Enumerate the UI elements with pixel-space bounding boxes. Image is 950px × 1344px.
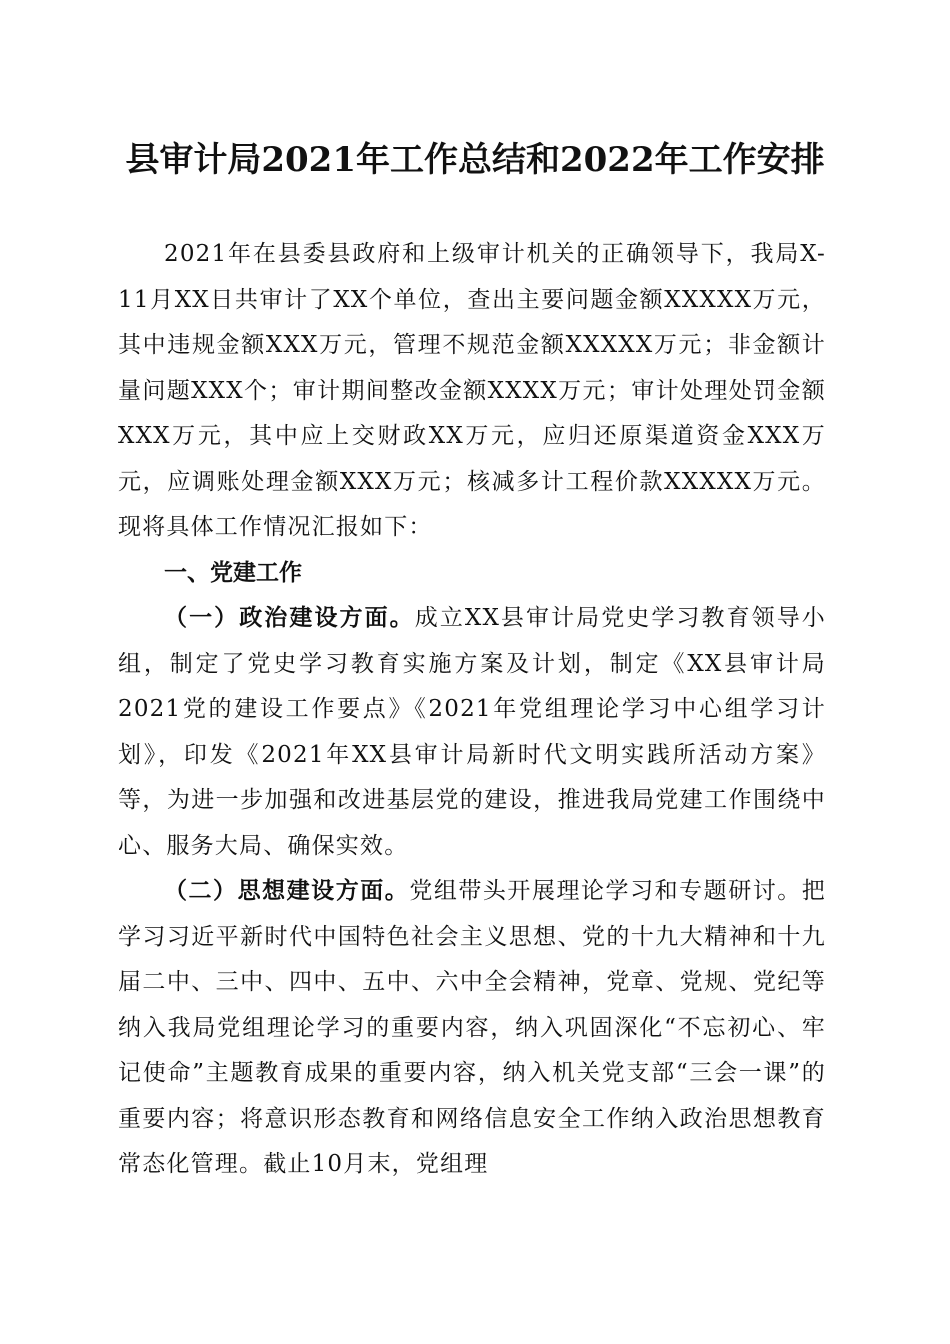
section-heading-party-building: 一、党建工作 — [164, 559, 302, 586]
ideological-construction-text: 党组带头开展理论学习和专题研讨。把学习习近平新时代中国特色社会主义思想、党的十九大精神和十九届二中、三中、四中、五中、六中全会精神，党章、党规、党纪等纳入我局党组理论学习的重要内容，纳入巩固深化“不忘初心、牢记使命”主题教育成果的重要内容，纳入机关党支部“三会一课”的重要内容；将意识形态教育和网络信息安全工作纳入政治思想教育常态化管理。截止10月末，党组理 — [118, 878, 827, 1177]
ideological-construction-paragraph — [118, 869, 826, 1188]
document-body — [118, 232, 826, 1188]
political-construction-lead: （一）政治建设方面。 — [164, 605, 415, 631]
document-title: 县审计局2021年工作总结和2022年工作安排 — [125, 140, 825, 180]
ideological-construction-lead: （二）思想建设方面。 — [164, 878, 410, 904]
intro-paragraph: 2021年在县委县政府和上级审计机关的正确领导下，我局X-11月XX日共审计了XX个单位，查出主要问题金额XXXXX万元，其中违规金额XXX万元，管理不规范金额XXXXX万元；非金额计量问题XXX个；审计期间整改金额XXXX万元；审计处理处罚金额XXX万元，其中应上交财政XX万元，应归还原渠道资金XXX万元，应调账处理金额XXX万元；核减多计工程价款XXXXX万元。现将具体工作情况汇报如下： — [118, 241, 826, 540]
political-construction-paragraph — [118, 596, 826, 869]
political-construction-text: 成立XX县审计局党史学习教育领导小组，制定了党史学习教育实施方案及计划，制定《XX县审计局2021党的建设工作要点》《2021年党组理论学习中心组学习计划》，印发《2021年XX县审计局新时代文明实践所活动方案》等，为进一步加强和改进基层党的建设，推进我局党建工作围绕中心、服务大局、确保实效。 — [118, 605, 827, 859]
